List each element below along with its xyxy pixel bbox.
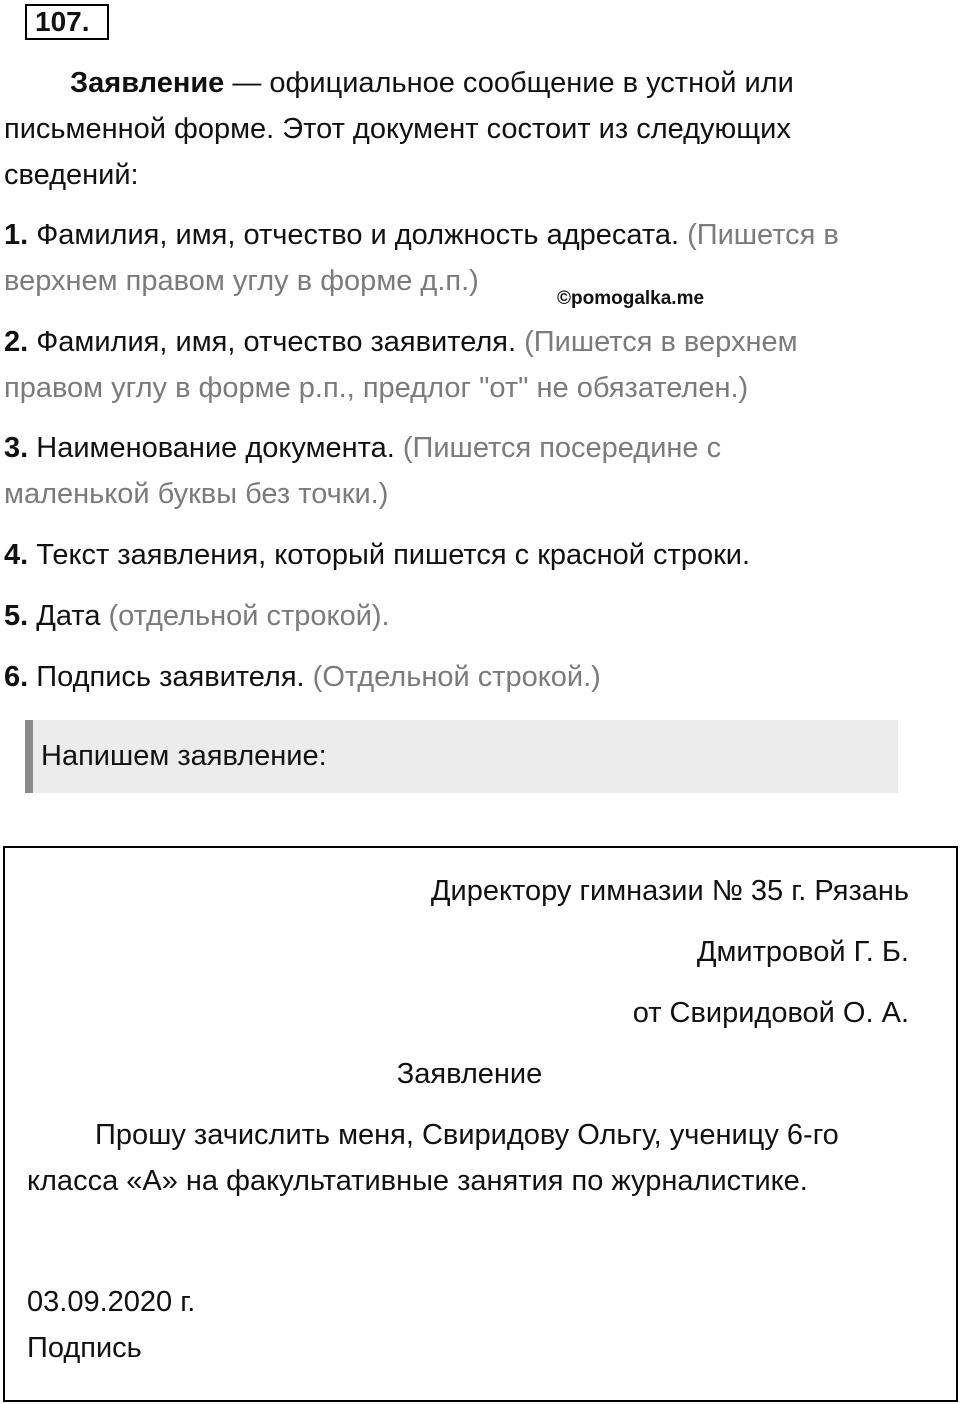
item-number: 6. (4, 661, 29, 693)
item-text: Подпись заявителя. (28, 661, 305, 693)
letter-addressee-name: Дмитровой Г. Б. (696, 936, 909, 968)
list-item (4, 212, 884, 304)
item-text: Фамилия, имя, отчество и должность адресата. (28, 219, 680, 251)
list-item (4, 425, 804, 517)
list-item (4, 654, 954, 700)
intro-definition: — официальное сообщение в устной или письменной форме. Этот документ состоит из следующих сведений: (4, 67, 794, 191)
intro-paragraph (4, 60, 854, 198)
watermark: ©pomogalka.me (557, 288, 705, 309)
item-note: (Отдельной строкой.) (304, 661, 601, 693)
item-number: 1. (4, 219, 29, 251)
item-note: (Пишется в верхнем правом углу в форме д.п.) (4, 219, 839, 297)
exercise-number: 107. (25, 4, 109, 40)
letter-addressee: Директору гимназии № 35 г. Рязань (430, 875, 909, 907)
letter-body: Прошу зачислить меня, Свиридову Ольгу, ученицу 6-го класса «А» на факультативные занятия по журналистике. (27, 1119, 839, 1197)
application-letter (3, 846, 958, 1402)
list-item (4, 532, 954, 578)
letter-signature: Подпись (27, 1332, 142, 1364)
list-item (4, 593, 954, 639)
item-text: Наименование документа. (28, 432, 395, 464)
item-number: 5. (4, 600, 29, 632)
item-number: 3. (4, 432, 29, 464)
callout-box: Напишем заявление: (25, 720, 898, 793)
item-number: 4. (4, 539, 29, 571)
item-text: Фамилия, имя, отчество заявителя. (28, 326, 517, 358)
letter-from: от Свиридовой О. А. (632, 997, 909, 1029)
item-text: Дата (28, 600, 101, 632)
item-number: 2. (4, 326, 29, 358)
item-text: Текст заявления, который пишется с красной строки. (28, 539, 751, 571)
item-note: (Пишется посередине с маленькой буквы без точки.) (4, 432, 722, 510)
letter-title: Заявление (396, 1058, 543, 1090)
item-note: (Пишется в верхнем правом углу в форме р.п., предлог "от" не обязателен.) (4, 326, 798, 404)
list-item (4, 319, 884, 411)
item-note: (отдельной строкой). (100, 600, 390, 632)
letter-date: 03.09.2020 г. (27, 1286, 196, 1318)
intro-term: Заявление (70, 67, 225, 99)
